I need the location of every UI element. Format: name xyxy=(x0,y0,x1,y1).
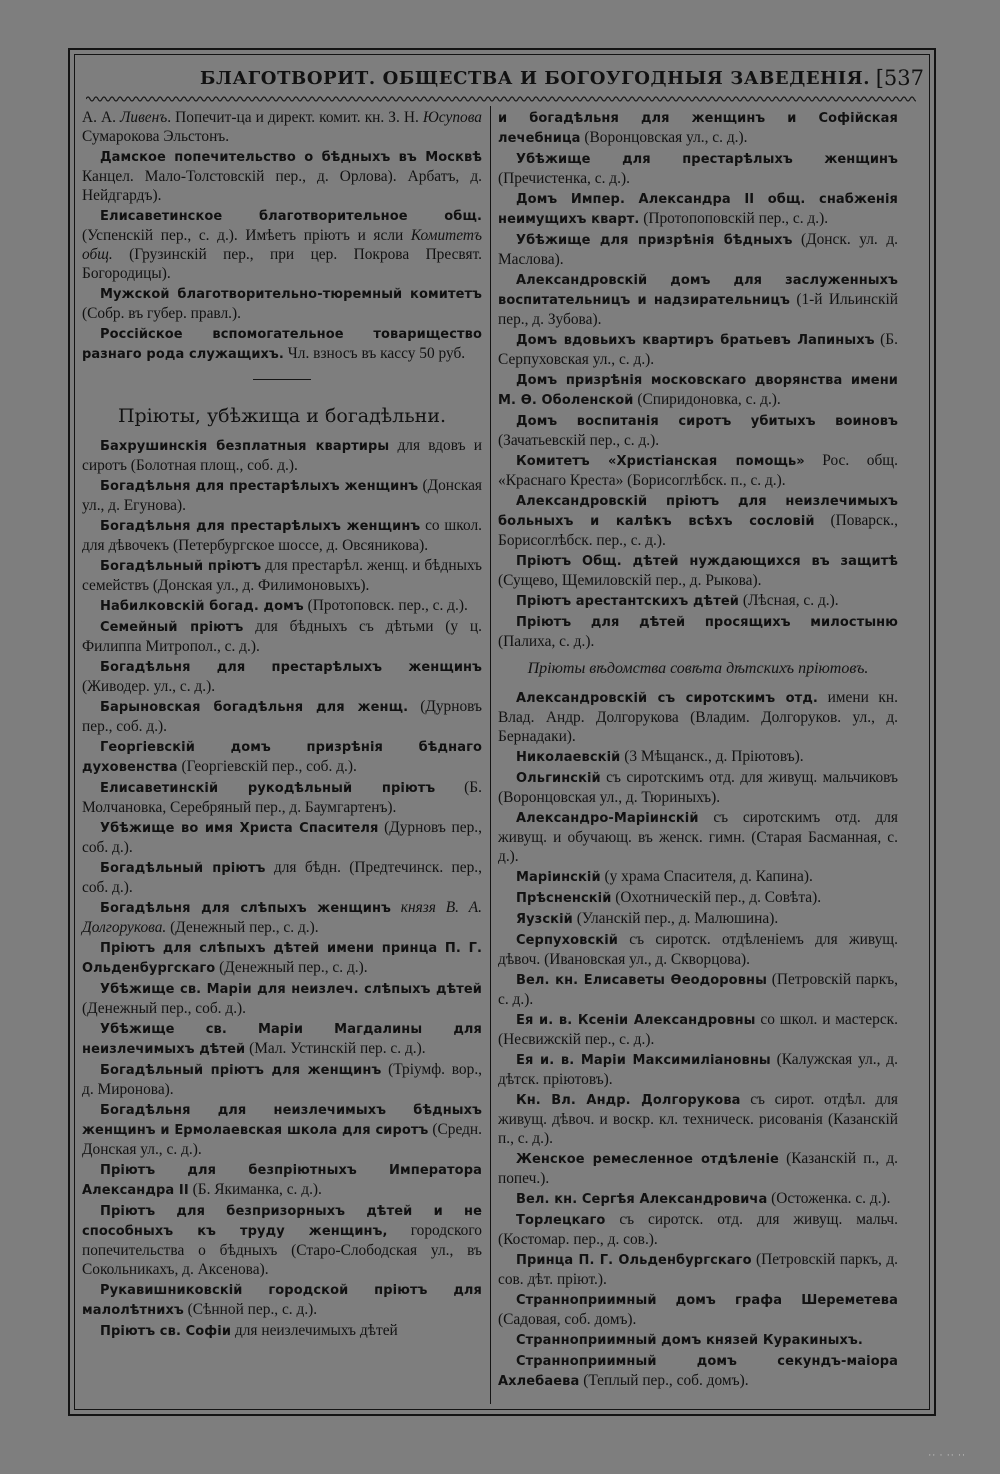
entry-text: для неизлечимыхъ дѣтей xyxy=(231,1322,398,1339)
entry-name: Пріютъ для безпріютныхъ Императора Александра II xyxy=(82,1163,482,1198)
entry-text: (Пречистенка, с. д.). xyxy=(498,170,630,187)
entry-name: Домъ воспитанія сиротъ убитыхъ воиновъ xyxy=(516,414,898,429)
directory-entry xyxy=(82,556,482,595)
directory-entry xyxy=(82,206,482,283)
entry-name: Пріютъ арестантскихъ дѣтей xyxy=(516,594,739,609)
entry-text: (Денежный пер., соб. д.). xyxy=(82,1000,247,1017)
entry-text: (Петровскій паркъ, с. д.). xyxy=(498,971,898,1008)
entry-text: (Б. Якиманка, с. д.). xyxy=(188,1181,322,1198)
entry-name: Убѣжище во имя Христа Спасителя xyxy=(100,821,379,836)
entry-text: (Дурновъ пер., соб. д.). xyxy=(82,819,482,856)
entry-name: Яузскій xyxy=(516,912,573,927)
entry-name: Ольгинскій xyxy=(516,771,601,786)
page-number: [537 xyxy=(875,66,924,90)
entry-text: А. А. xyxy=(82,109,120,126)
entry-name: Богадѣльня для престарѣлыхъ женщинъ xyxy=(100,660,482,675)
entry-text: съ сирот. отдѣл. для живущ. дѣвоч. и воскр. кл. техническ. рисованія (Казанскій п., с. д.). xyxy=(498,1091,898,1147)
directory-entry xyxy=(498,149,898,188)
entry-text: для бѣдн. (Предтечинск. пер., соб. д.). xyxy=(82,859,482,896)
directory-entry xyxy=(498,867,898,887)
directory-entry xyxy=(82,147,482,205)
entry-name: Богадѣльный пріютъ xyxy=(100,559,262,574)
directory-entry xyxy=(82,617,482,656)
entry-name: Богадѣльня для престарѣлыхъ женщинъ xyxy=(100,519,421,534)
entry-text: (Садовая, соб. домъ). xyxy=(498,1311,637,1328)
entry-name: Странноприимный домъ графа Шереметева xyxy=(516,1293,898,1308)
left-section-entries xyxy=(82,436,482,1341)
entry-name: и богадѣльня для женщинъ и Софійская лечебница xyxy=(498,111,898,146)
entry-text: съ сиротск. отдѣленіемъ для живущ. дѣвоч. (Ивановская ул., д. Скворцова). xyxy=(498,931,898,968)
entry-name: Александровскій съ сиротскимъ отд. xyxy=(516,691,818,706)
entry-name: Елисаветинскій рукодѣльный пріютъ xyxy=(100,781,436,796)
entry-text: (Георгіевскій пер., соб. д.). xyxy=(177,758,357,775)
entry-text: для вдовъ и сиротъ (Болотная площ., соб. д.). xyxy=(82,437,482,474)
right-subsection-entries xyxy=(498,688,898,1391)
entry-name: Женское ремесленное отдѣленіе xyxy=(516,1152,779,1167)
entry-name: Елисаветинское благотворительное общ. xyxy=(100,209,482,224)
entry-text: (3 Мѣщанск., д. Пріютовъ). xyxy=(620,748,804,765)
entry-name: Богадѣльня для престарѣлыхъ женщинъ xyxy=(100,479,419,494)
entry-name: Странноприимный домъ князей Куракиныхъ. xyxy=(516,1333,863,1348)
directory-entry xyxy=(498,451,898,490)
entry-name: Пріютъ Общ. дѣтей нуждающихся въ защитѣ xyxy=(516,554,898,569)
entry-text: (Протопоповскій пер., с. д.). xyxy=(639,210,829,227)
directory-entry xyxy=(82,898,482,937)
directory-entry xyxy=(82,324,482,364)
entry-text: (Уланскій пер., д. Малюшина). xyxy=(572,910,779,927)
entry-text: Сумарокова Эльстонъ. xyxy=(82,128,230,145)
entry-text: (Лѣсная, с. д.). xyxy=(738,592,839,609)
directory-entry xyxy=(498,270,898,329)
directory-entry xyxy=(82,284,482,323)
entry-text: (Сущево, Щемиловскій пер., д. Рыкова). xyxy=(498,572,762,589)
entry-name: Убѣжище для призрѣнія бѣдныхъ xyxy=(516,233,793,248)
entry-text: (Калужская ул., д. дѣтск. пріютовъ). xyxy=(498,1051,898,1088)
entry-name: Пріютъ св. Софіи xyxy=(100,1324,232,1339)
entry-name: Вел. кн. Елисаветы Ѳеодоровны xyxy=(516,973,767,988)
column-divider xyxy=(490,106,491,1404)
directory-entry xyxy=(82,1201,482,1279)
entry-name: Рукавишниковскій городской пріютъ для малолѣтнихъ xyxy=(82,1283,482,1318)
directory-entry xyxy=(498,1250,898,1289)
entry-text: (Живодер. ул., с. д.). xyxy=(82,678,216,695)
entry-text: (Б. Молчановка, Серебряный пер., д. Баумгартенъ). xyxy=(82,779,482,816)
entry-text: (Протоповск. пер., с. д.). xyxy=(303,597,468,614)
entry-text: (Спиридоновка, с. д.). xyxy=(633,391,781,408)
entry-name: Николаевскій xyxy=(516,750,621,765)
entry-text: (Поварск., Борисоглѣбск. пер., с. д.). xyxy=(498,512,898,549)
directory-entry xyxy=(498,768,898,807)
left-top-entries xyxy=(82,108,482,364)
entry-text: (Зачатьевскій пер., с. д.). xyxy=(498,432,660,449)
entry-name: Домъ вдовьихъ квартиръ братьевъ Лапиныхъ xyxy=(516,333,875,348)
entry-text: (Воронцовская ул., с. д.). xyxy=(580,129,748,146)
directory-entry xyxy=(82,596,482,616)
entry-name: Ея и. в. Ксеніи Александровны xyxy=(516,1013,756,1028)
directory-entry xyxy=(82,1321,482,1341)
entry-text: (Теплый пер., соб. домъ). xyxy=(579,1372,749,1389)
entry-text: съ сиротск. отд. для живущ. мальч. (Костомар. пер., д. сов.). xyxy=(498,1211,898,1248)
entry-name: Бахрушинскія безплатныя квартиры xyxy=(100,439,390,454)
directory-entry xyxy=(498,411,898,450)
page-heading: БЛАГОТВОРИТ. ОБЩЕСТВА И БОГОУГОДНЫЯ ЗАВЕДЕНІЯ. xyxy=(200,68,871,89)
entry-text: (Казанскій п., д. попеч.). xyxy=(498,1150,899,1187)
directory-entry xyxy=(498,330,898,369)
entry-text: . Попечит-ца и директ. комит. кн. З. Н. xyxy=(167,109,423,126)
entry-name: Домъ призрѣнія московскаго дворянства имени М. Ѳ. Оболенской xyxy=(498,373,898,408)
directory-entry xyxy=(498,551,898,590)
entry-text: (Тріумф. вор., д. Миронова). xyxy=(82,1061,483,1098)
entry-text: (Денежный пер., с. д.). xyxy=(166,919,319,936)
directory-entry xyxy=(498,591,898,611)
entry-name: Комитетъ «Христіанская помощь» xyxy=(516,454,805,469)
entry-text: (Мал. Устинскій пер. с. д.). xyxy=(245,1040,426,1057)
entry-name: Александро-Маріинскій xyxy=(516,811,699,826)
entry-name: Убѣжище для престарѣлыхъ женщинъ xyxy=(516,152,898,167)
directory-entry xyxy=(82,737,482,777)
entry-name: Маріинскій xyxy=(516,870,601,885)
directory-entry xyxy=(498,108,898,148)
directory-entry xyxy=(498,230,898,269)
entry-text: съ сиротскимъ отд. для живущ. мальчиковъ (Воронцовская ул., д. Тюриныхъ). xyxy=(498,769,898,806)
running-header xyxy=(80,60,926,90)
section-title: Пріюты, убѣжища и богадѣльни. xyxy=(117,405,447,427)
entry-name: Домъ Импер. Александра II общ. снабженія неимущихъ кварт. xyxy=(498,192,898,227)
entry-name: Убѣжище св. Маріи Магдалины для неизлечимыхъ дѣтей xyxy=(82,1022,482,1057)
entry-text: Чл. взносъ въ кассу 50 руб. xyxy=(283,345,466,362)
entry-text: (Дурновъ пер., соб. д.). xyxy=(82,698,482,735)
directory-entry xyxy=(498,888,898,908)
entry-text: (Палиха, с. д.). xyxy=(498,633,595,650)
directory-entry xyxy=(498,1189,898,1209)
directory-entry xyxy=(498,688,898,746)
entry-text: (Грузинскій пер., при цер. Покрова Пресвят. Богородицы). xyxy=(82,246,482,282)
directory-entry xyxy=(82,1160,482,1200)
entry-name: Принца П. Г. Ольденбургскаго xyxy=(516,1253,752,1268)
entry-text: со школ. и мастерск. (Несвижскій пер., с. д.). xyxy=(498,1011,898,1048)
directory-entry xyxy=(498,1210,898,1249)
entry-text: (Собр. въ губер. правл.). xyxy=(82,305,241,322)
entry-name: Кн. Вл. Андр. Долгорукова xyxy=(516,1093,741,1108)
subsection-title: Пріюты вѣдомства совѣта дѣтскихъ пріютовъ. xyxy=(527,660,869,677)
entry-text: городского попечительства о бѣдныхъ (Старо-Слободская ул., въ Сокольникахъ, д. Аксенова). xyxy=(82,1222,482,1278)
entry-name: Александровскій пріютъ для неизлечимыхъ больныхъ и калѣкъ всѣхъ сословій xyxy=(498,494,898,529)
directory-entry xyxy=(498,491,898,550)
entry-name: Пріютъ для безпризорныхъ дѣтей и не способныхъ къ труду женщинъ, xyxy=(82,1204,482,1239)
directory-entry xyxy=(498,930,898,969)
directory-entry xyxy=(498,189,898,229)
entry-name: Торлецкаго xyxy=(516,1213,606,1228)
entry-italic-text: Ливенъ xyxy=(120,109,168,126)
entry-text: (Б. Серпуховская ул., с. д.). xyxy=(498,331,898,368)
directory-entry xyxy=(82,979,482,1018)
entry-text: (Петровскій паркъ, д. сов. дѣт. пріют.). xyxy=(498,1251,898,1288)
entry-name: Георгіевскій домъ призрѣнія бѣднаго духовенства xyxy=(82,740,482,775)
entry-text: (Остоженка. с. д.). xyxy=(767,1190,891,1207)
entry-text: (Охотническій пер., д. Совѣта). xyxy=(611,889,822,906)
directory-entry xyxy=(498,1290,898,1329)
directory-entry xyxy=(82,938,482,978)
entry-text: съ сиротскимъ отд. для живущ. и обучающ. въ женск. гимн. (Старая Басманная, с. д.). xyxy=(498,809,898,865)
entry-name: Россійское вспомогательное товарищество разнаго рода служащихъ. xyxy=(82,327,482,362)
directory-entry xyxy=(82,108,482,146)
entry-name: Дамское попечительство о бѣдныхъ въ Москвѣ xyxy=(100,150,482,165)
directory-entry xyxy=(498,970,898,1009)
entry-name: Пріютъ для дѣтей просящихъ милостыню xyxy=(516,615,898,630)
entry-text: имени кн. Влад. Андр. Долгорукова (Владим. Долгоруков. ул., д. Бернадаки). xyxy=(498,689,898,745)
entry-italic-text: Комитетъ общ. xyxy=(82,227,482,263)
directory-entry xyxy=(498,808,898,866)
directory-entry xyxy=(498,909,898,929)
entry-text: (Успенскій пер., с. д.). Имѣетъ пріютъ и ясли xyxy=(82,227,411,244)
directory-entry xyxy=(498,747,898,767)
directory-entry xyxy=(498,612,898,651)
directory-entry xyxy=(498,1351,898,1391)
directory-entry xyxy=(82,697,482,736)
entry-text: (Донская ул., д. Егунова). xyxy=(82,477,483,514)
entry-text: (Сѣнной пер., с. д.). xyxy=(183,1301,318,1318)
directory-entry xyxy=(498,1330,898,1350)
entry-name: Ея и. в. Маріи Максимиліановны xyxy=(516,1053,771,1068)
directory-entry xyxy=(82,436,482,475)
directory-entry xyxy=(82,858,482,897)
entry-name: Серпуховскій xyxy=(516,933,618,948)
entry-name: Странноприимный домъ секундъ-маіора Ахлебаева xyxy=(498,1354,898,1389)
directory-entry xyxy=(498,1010,898,1049)
left-column xyxy=(82,108,482,1342)
entry-text: (Денежный пер., с. д.). xyxy=(215,959,368,976)
corner-mark: ·· · ·· ·· xyxy=(928,1450,966,1460)
section-rule xyxy=(253,379,311,380)
entry-name: Александровскій домъ для заслуженныхъ воспитательницъ и надзирательницъ xyxy=(498,273,898,308)
directory-entry xyxy=(498,1050,898,1089)
directory-entry xyxy=(82,516,482,555)
entry-name: Пріютъ для слѣпыхъ дѣтей имени принца П. Г. Ольденбургскаго xyxy=(82,941,482,976)
directory-entry xyxy=(498,1149,898,1188)
entry-text: со школ. для дѣвочекъ (Петербургское шоссе, д. Овсяникова). xyxy=(82,517,483,554)
entry-text: для бѣдныхъ съ дѣтьми (у ц. Филиппа Митропол., с. д.). xyxy=(82,618,482,655)
entry-text: Канцел. Мало-Толстовскій пер., д. Орлова). Арбатъ, д. Нейдгардъ). xyxy=(82,168,482,204)
directory-entry xyxy=(82,476,482,515)
entry-text xyxy=(391,899,401,916)
directory-entry xyxy=(498,1090,898,1148)
entry-name: Барыновская богадѣльня для женщ. xyxy=(100,700,409,715)
entry-italic-text: князя В. А. Долгорукова. xyxy=(82,899,482,936)
directory-entry xyxy=(82,1280,482,1320)
directory-entry xyxy=(82,1019,482,1059)
directory-entry xyxy=(82,657,482,696)
entry-name: Мужской благотворительно-тюремный комитетъ xyxy=(100,287,482,302)
entry-text: (1-й Ильинскій пер., д. Зубова). xyxy=(498,291,898,328)
entry-name: Набилковскій богад. домъ xyxy=(100,599,304,614)
entry-text: (Средн. Донская ул., с. д.). xyxy=(82,1121,482,1158)
directory-entry xyxy=(82,1060,482,1099)
entry-name: Богадѣльня для слѣпыхъ женщинъ xyxy=(100,901,391,916)
right-column xyxy=(498,108,898,1392)
entry-text: (у храма Спасителя, д. Капина). xyxy=(600,868,813,885)
entry-name: Богадѣльный пріютъ для женщинъ xyxy=(100,1063,382,1078)
directory-entry xyxy=(82,818,482,857)
entry-name: Богадѣльня для неизлечимыхъ бѣдныхъ женщинъ и Ермолаевская школа для сиротъ xyxy=(82,1103,482,1138)
entry-name: Убѣжище св. Маріи для неизлеч. слѣпыхъ дѣтей xyxy=(100,982,482,997)
entry-italic-text: Юсупова xyxy=(422,109,482,126)
directory-entry xyxy=(82,1100,482,1159)
directory-entry xyxy=(498,370,898,410)
header-wavy-rule xyxy=(86,94,916,104)
directory-entry xyxy=(82,778,482,817)
entry-name: Богадѣльный пріютъ xyxy=(100,861,266,876)
right-top-entries xyxy=(498,108,898,651)
entry-text: (Донск. ул. д. Маслова). xyxy=(498,231,898,268)
entry-text: для престарѣл. женщ. и бѣдныхъ семействъ (Донская ул., д. Филимоновыхъ). xyxy=(82,557,482,594)
entry-text: Рос. общ. «Краснаго Креста» (Борисоглѣбск. п., с. д.). xyxy=(498,452,898,489)
entry-name: Вел. кн. Сергѣя Александровича xyxy=(516,1192,768,1207)
entry-name: Семейный пріютъ xyxy=(100,620,244,635)
entry-name: Прѣсненскій xyxy=(516,891,612,906)
